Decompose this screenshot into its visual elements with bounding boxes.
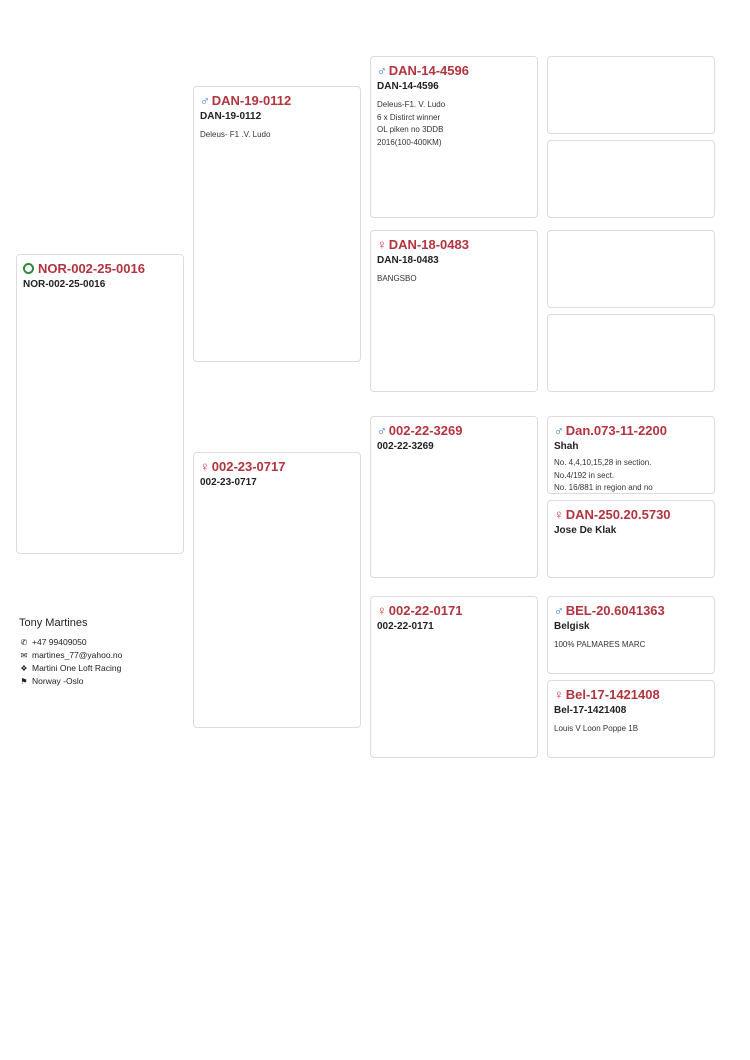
empty-card	[547, 314, 715, 392]
phone-icon: ✆	[20, 638, 28, 647]
sire-sire-name: DAN-14-4596	[377, 81, 439, 92]
female-icon: ♀	[377, 237, 387, 252]
dd-sire-note: 100% PALMARES MARC	[554, 640, 646, 649]
dam-sire-title: ♂ 002-22-3269	[377, 423, 463, 438]
female-icon: ♀	[200, 459, 210, 474]
tag-icon: ⚑	[20, 677, 28, 686]
sire-name: DAN-19-0112	[200, 111, 262, 122]
dam-sire-card	[370, 416, 538, 578]
sire-sire-note: Deleus-F1. V. Ludo 6 x Distirct winner OL piken no 3DDB 2016(100-400KM)	[377, 100, 446, 147]
contact-phone: ✆ +47 99409050	[20, 637, 87, 647]
envelope-icon: ✉	[20, 651, 28, 660]
empty-card	[547, 56, 715, 134]
female-icon: ♀	[554, 687, 564, 702]
ds-sire-card	[547, 416, 715, 494]
sire-dam-card	[370, 230, 538, 392]
dd-dam-note: Louis V Loon Poppe 1B	[554, 724, 639, 733]
dd-dam-name: Bel-17-1421408	[554, 705, 627, 716]
dam-name: 002-23-0717	[200, 477, 257, 488]
contact-location: ⚑ Norway -Oslo	[20, 676, 84, 686]
ds-sire-note: No. 4,4,10,15,28 in section. No.4/192 in sect. No. 16/881 in region and no	[554, 458, 653, 492]
ds-sire-title: ♂ Dan.073-11-2200	[554, 423, 667, 438]
info-icon: ❖	[20, 664, 28, 673]
dd-sire-title: ♂ BEL-20.6041363	[554, 603, 665, 618]
ds-dam-title: ♀ DAN-250.20.5730	[554, 507, 671, 522]
male-icon: ♂	[554, 423, 564, 438]
dam-dam-title: ♀ 002-22-0171	[377, 603, 463, 618]
sire-dam-title: ♀ DAN-18-0483	[377, 237, 469, 252]
male-icon: ♂	[554, 603, 564, 618]
dd-dam-card	[547, 680, 715, 758]
dam-dam-card	[370, 596, 538, 758]
subject-name: NOR-002-25-0016	[23, 279, 106, 290]
sire-dam-note: BANGSBO	[377, 274, 417, 283]
male-icon: ♂	[377, 63, 387, 78]
owner-name: Tony Martines	[19, 617, 88, 629]
ds-dam-card	[547, 500, 715, 578]
sire-note: Deleus- F1 .V. Ludo	[200, 130, 271, 139]
female-icon: ♀	[377, 603, 387, 618]
subject-card	[16, 254, 184, 554]
ring-icon	[23, 263, 34, 274]
dd-dam-title: ♀ Bel-17-1421408	[554, 687, 660, 702]
dam-dam-name: 002-22-0171	[377, 621, 434, 632]
male-icon: ♂	[377, 423, 387, 438]
male-icon: ♂	[200, 93, 210, 108]
empty-card	[547, 140, 715, 218]
sire-dam-name: DAN-18-0483	[377, 255, 439, 266]
ds-dam-name: Jose De Klak	[554, 525, 617, 536]
contact-email: ✉ martines_77@yahoo.no	[20, 650, 123, 660]
dam-title: ♀ 002-23-0717	[200, 459, 286, 474]
empty-card	[547, 230, 715, 308]
dam-card	[193, 452, 361, 728]
female-icon: ♀	[554, 507, 564, 522]
sire-sire-card	[370, 56, 538, 218]
owner-contact	[19, 617, 122, 688]
sire-card	[193, 86, 361, 362]
sire-title: ♂ DAN-19-0112	[200, 93, 292, 108]
contact-organisation: ❖ Martini One Loft Racing	[20, 663, 122, 673]
dd-sire-name: Belgisk	[554, 621, 590, 632]
ds-sire-name: Shah	[554, 441, 579, 452]
dam-sire-name: 002-22-3269	[377, 441, 434, 452]
sire-sire-title: ♂ DAN-14-4596	[377, 63, 469, 78]
dd-sire-card	[547, 596, 715, 674]
subject-title: NOR-002-25-0016	[23, 261, 177, 277]
